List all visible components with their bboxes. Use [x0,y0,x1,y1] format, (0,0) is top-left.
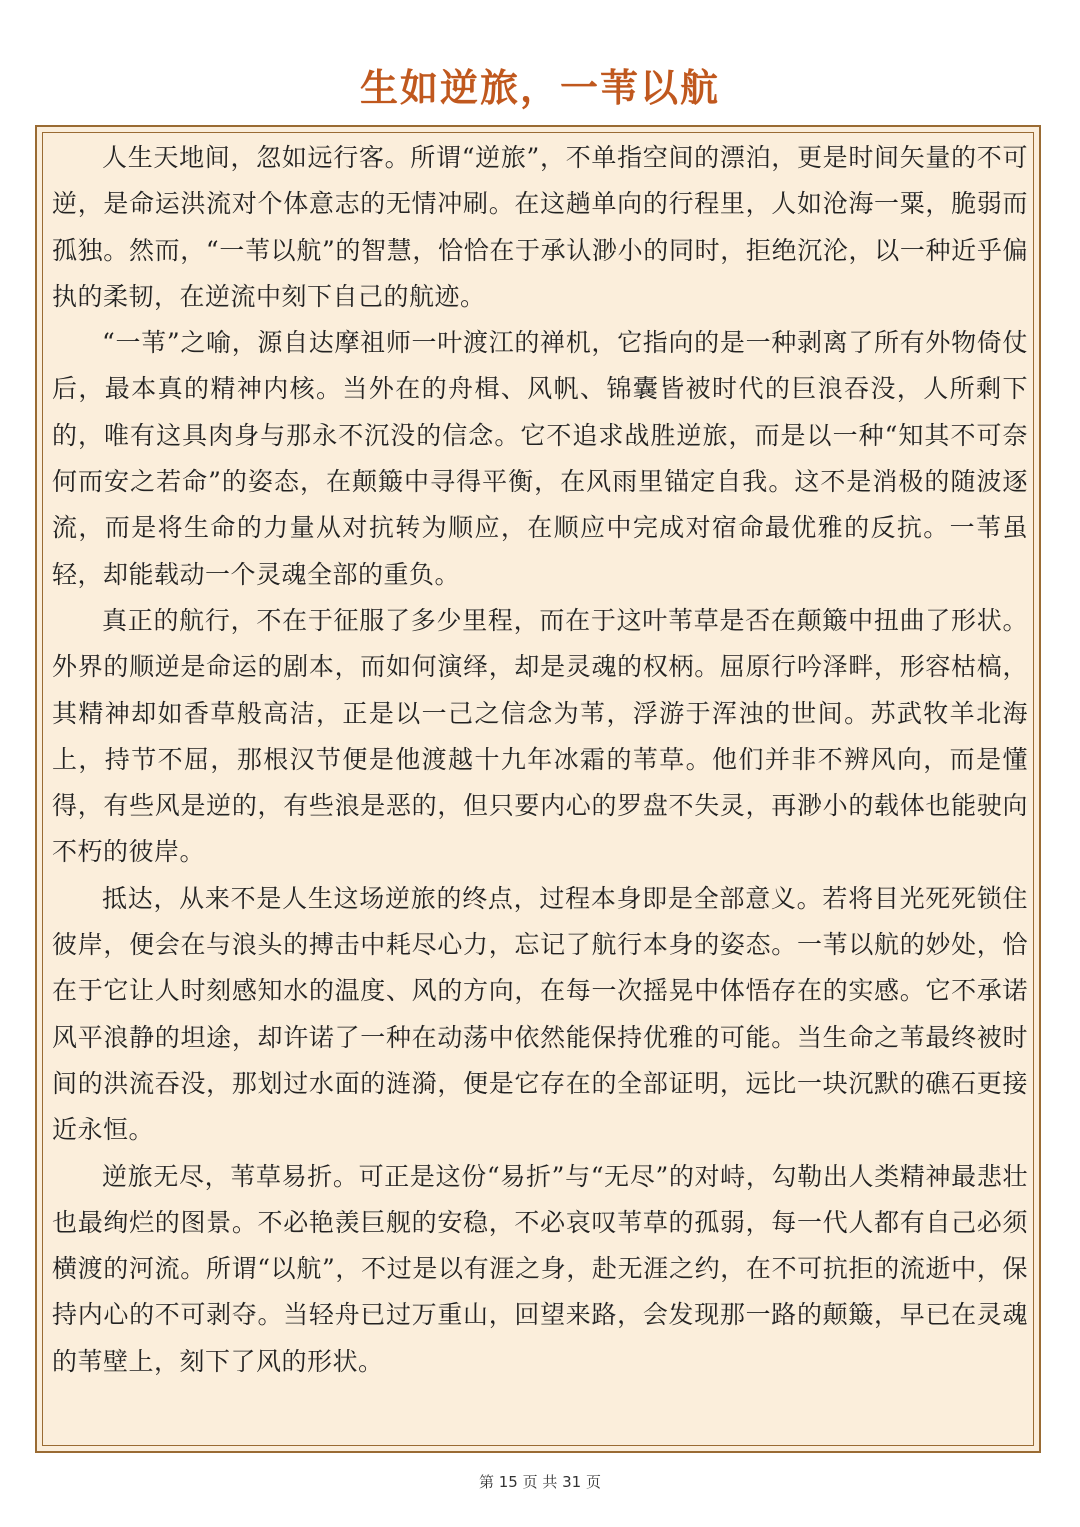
paragraph-1: 人生天地间，忽如远行客。所谓“逆旅”，不单指空间的漂泊，更是时间矢量的不可逆，是命运洪流对个体意志的无情冲刷。在这趟单向的行程里，人如沧海一粟，脆弱而孤独。然而，“一苇以航”的智慧，恰恰在于承认渺小的同时，拒绝沉沦，以一种近乎偏执的柔韧，在逆流中刻下自己的航迹。 [52,143,1028,311]
page-title: 生如逆旅，一苇以航 [359,66,720,110]
paragraph-3: 真正的航行，不在于征服了多少里程，而在于这叶苇草是否在颠簸中扭曲了形状。外界的顺逆是命运的剧本，而如何演绎，却是灵魂的权柄。屈原行吟泽畔，形容枯槁，其精神却如香草般高洁，正是以一己之信念为苇，浮游于浑浊的世间。苏武牧羊北海上，持节不屈，那根汉节便是他渡越十九年冰霜的苇草。他们并非不辨风向，而是懂得，有些风是逆的，有些浪是恶的，但只要内心的罗盘不失灵，再渺小的载体也能驶向不朽的彼岸。 [52,605,1028,867]
paragraph-2: “一苇”之喻，源自达摩祖师一叶渡江的禅机，它指向的是一种剥离了所有外物倚仗后，最本真的精神内核。当外在的舟楫、风帆、锦囊皆被时代的巨浪吞没，人所剩下的，唯有这具肉身与那永不沉没的信念。它不追求战胜逆旅，而是以一种“知其不可奈何而安之若命”的姿态，在颠簸中寻得平衡，在风雨里锚定自我。这不是消极的随波逐流，而是将生命的力量从对抗转为顺应，在顺应中完成对宿命最优雅的反抗。一苇虽轻，却能载动一个灵魂全部的重负。 [52,328,1028,589]
paragraph-4: 抵达，从来不是人生这场逆旅的终点，过程本身即是全部意义。若将目光死死锁住彼岸，便会在与浪头的搏击中耗尽心力，忘记了航行本身的姿态。一苇以航的妙处，恰在于它让人时刻感知水的温度、风的方向，在每一次摇晃中体悟存在的实感。它不承诺风平浪静的坦途，却许诺了一种在动荡中依然能保持优雅的可能。当生命之苇最终被时间的洪流吞没，那划过水面的涟漪，便是它存在的全部证明，远比一块沉默的礁石更接近永恒。 [52,883,1028,1145]
page-number: 第 15 页 共 31 页 [478,1473,601,1491]
article-body [52,135,1028,1385]
paragraph-5: 逆旅无尽，苇草易折。可正是这份“易折”与“无尽”的对峙，勾勒出人类精神最悲壮也最绚烂的图景。不必艳羡巨舰的安稳，不必哀叹苇草的孤弱，每一代人都有自己必须横渡的河流。所谓“以航”，不过是以有涯之身，赴无涯之约，在不可抗拒的流逝中，保持内心的不可剥夺。当轻舟已过万重山，回望来路，会发现那一路的颠簸，早已在灵魂的苇壁上，刻下了风的形状。 [52,1161,1028,1376]
